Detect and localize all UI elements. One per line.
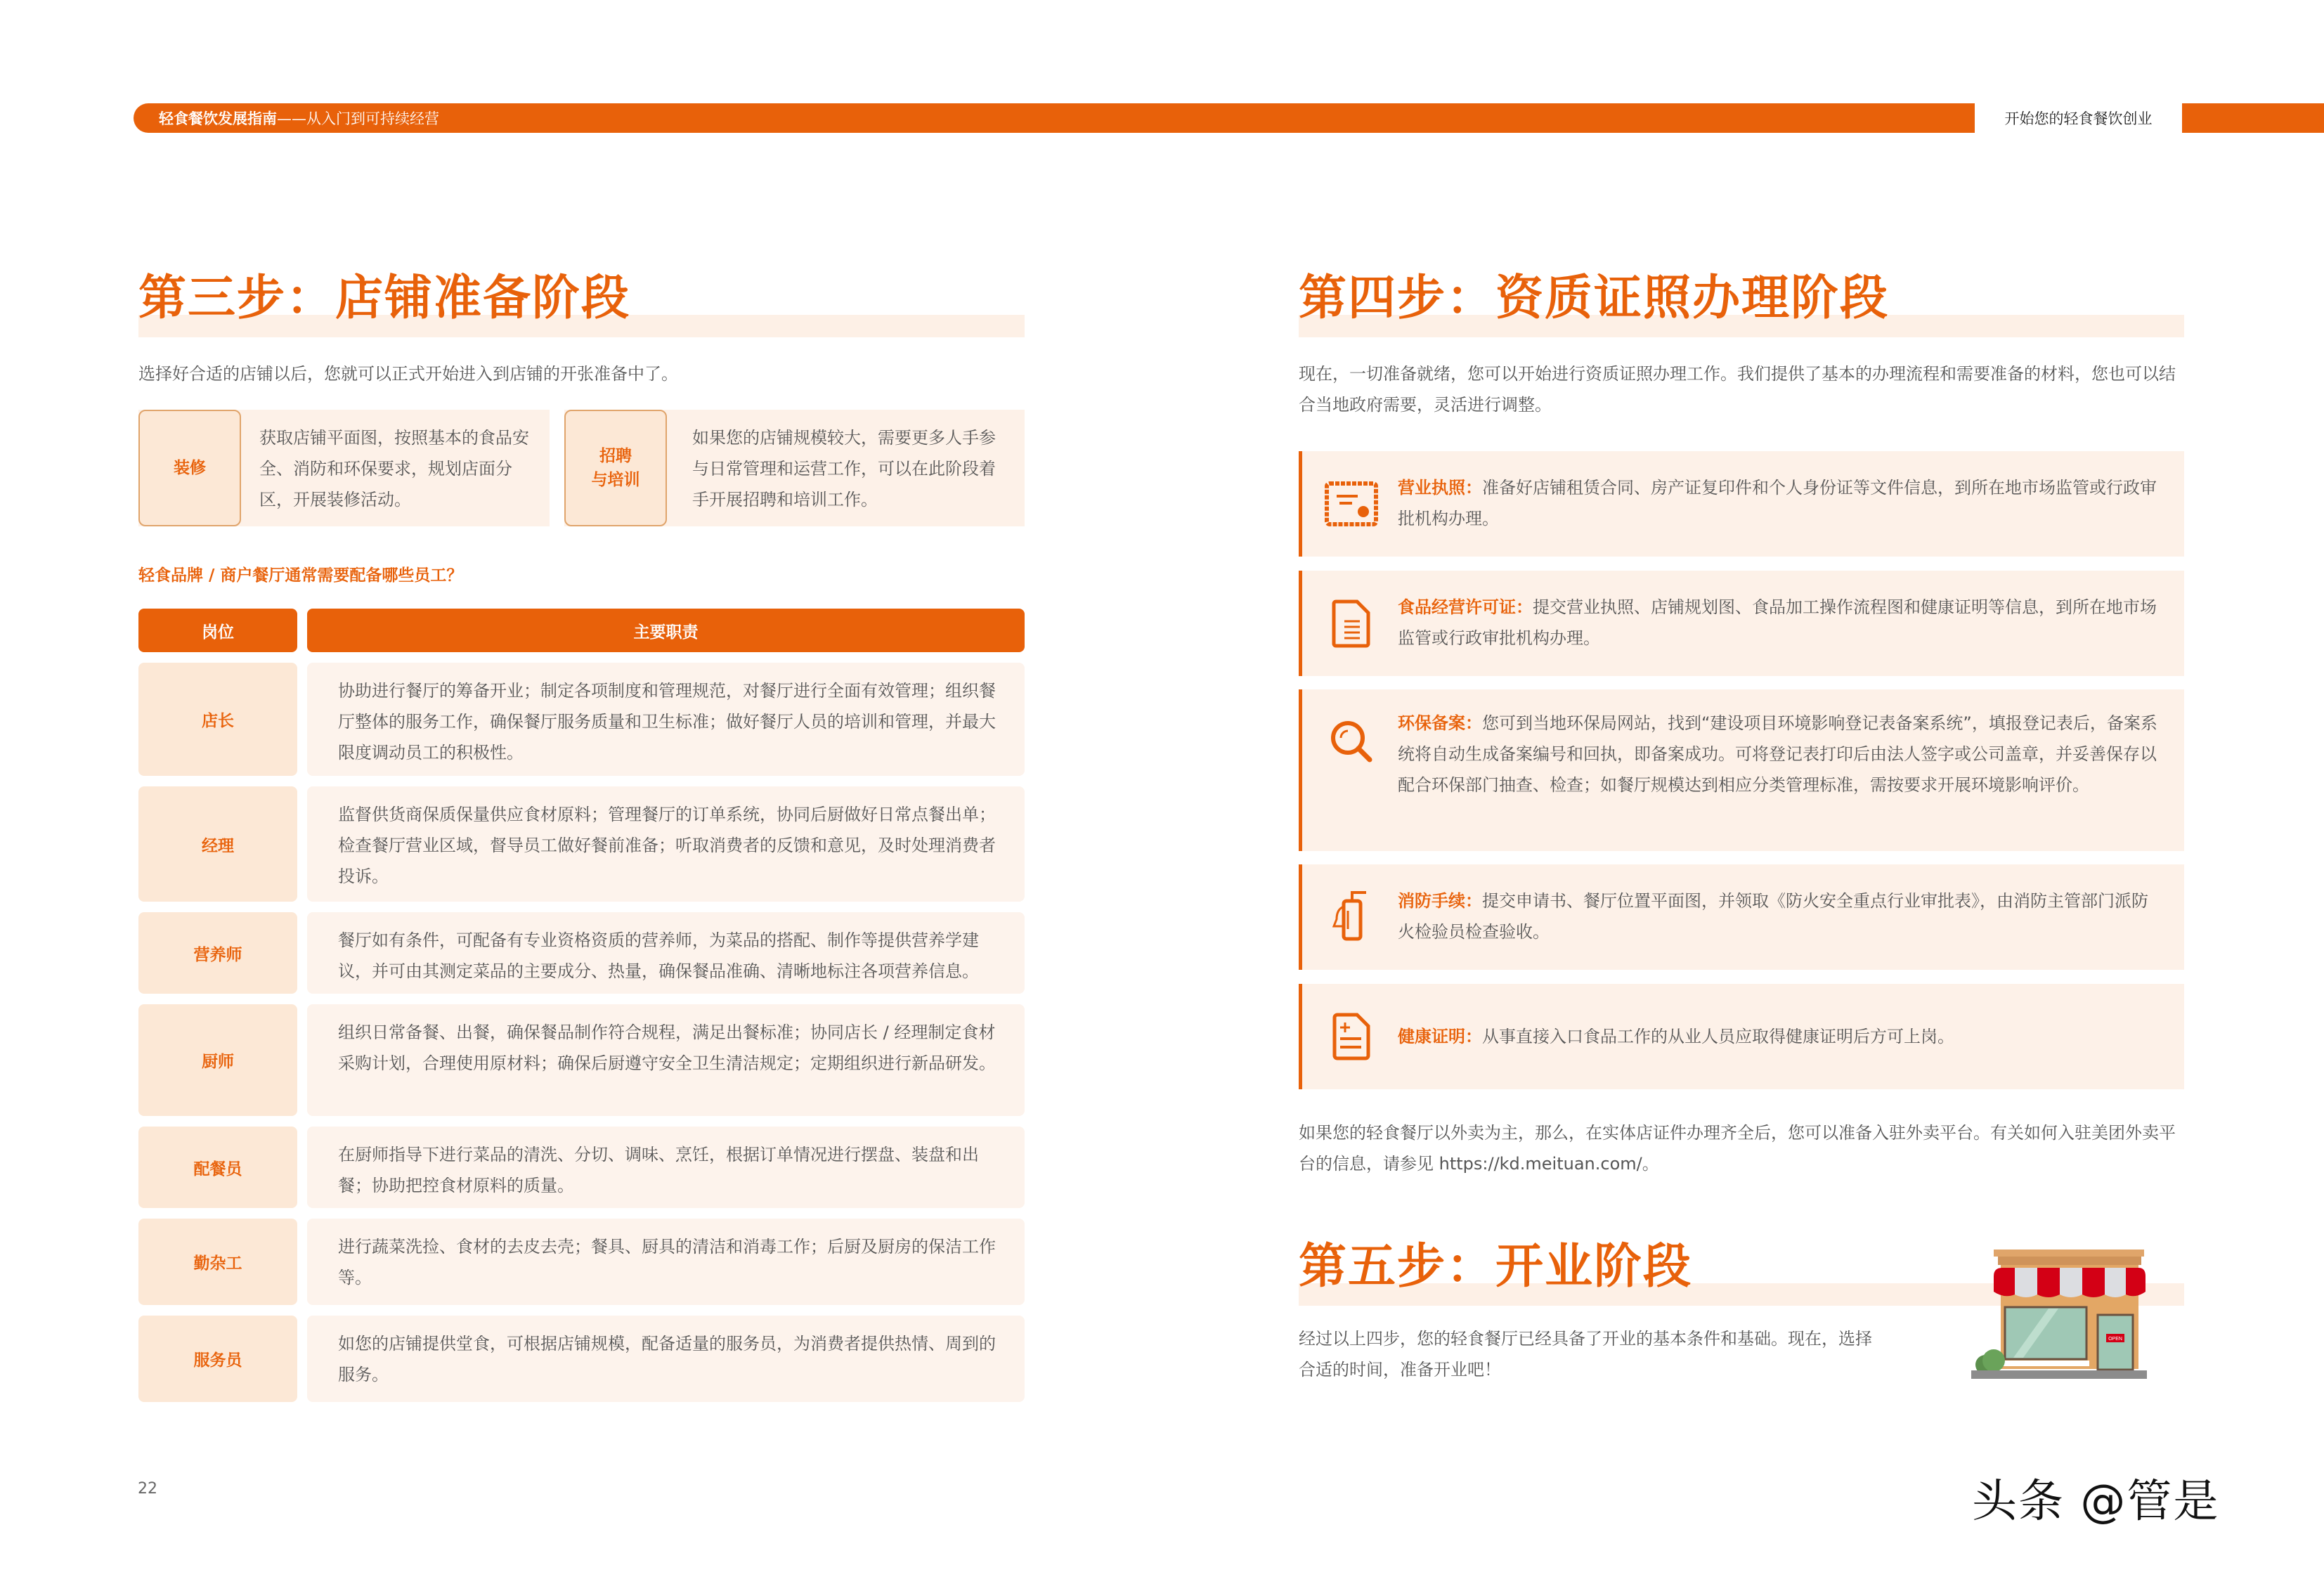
license-item-fire (1299, 864, 2184, 970)
guide-subtitle: ——从入门到可持续经营 (277, 110, 439, 127)
license-desc: 您可到当地环保局网站，找到“建设项目环境影响登记表备案系统”，填报登记表后，备案系统将自动生成备案编号和回执，即备案成功。可将登记表打印后由法人签字或公司盖章，并妥善保存以配合环保部门抽查、检查；如餐厅规模达到相应分类管理标准，需按要求开展环境影响评价。 (1398, 713, 2157, 795)
license-desc: 提交申请书、餐厅位置平面图，并领取《防火安全重点行业审批表》，由消防主管部门派防火检验员检查验收。 (1398, 891, 2148, 942)
license-key: 健康证明： (1398, 1027, 1482, 1046)
license-desc: 从事直接入口食品工作的从业人员应取得健康证明后方可上岗。 (1482, 1027, 1954, 1046)
license-item-environment (1299, 689, 2184, 851)
table-header-role: 岗位 (138, 609, 297, 652)
step3-title (138, 267, 1025, 330)
role-cell: 配餐员 (138, 1127, 297, 1208)
role-cell: 厨师 (138, 1004, 297, 1116)
duty-cell: 进行蔬菜洗捡、食材的去皮去壳；餐具、厨具的清洁和消毒工作；后厨及厨房的保洁工作等。 (307, 1219, 1025, 1305)
duty-cell: 组织日常备餐、出餐，确保餐品制作符合规程，满足出餐标准；协同店长 / 经理制定食材采购计划，合理使用原材料；确保后厨遵守安全卫生清洁规定；定期组织进行新品研发。 (307, 1004, 1025, 1116)
card-desc-renovation: 获取店铺平面图，按照基本的食品安全、消防和环保要求，规划店面分区，开展装修活动。 (259, 428, 529, 510)
license-text (1398, 1021, 2163, 1052)
card-recruitment (564, 410, 1025, 526)
card-renovation (138, 410, 550, 526)
license-key: 食品经营许可证： (1398, 597, 1533, 617)
step5-intro: 经过以上四步，您的轻食餐厅已经具备了开业的基本条件和基础。现在，选择合适的时间，准备开业吧！ (1299, 1329, 1872, 1380)
card-tag-line2: 与培训 (591, 471, 640, 489)
step5-title-text: 第五步：开业阶段 (1299, 1239, 1693, 1294)
magnifier-icon (1323, 713, 1380, 770)
license-desc: 提交营业执照、店铺规划图、食品加工操作流程图和健康证明等信息，到所在地市场监管或行政审批机构办理。 (1398, 597, 2157, 648)
page-number: 22 (138, 1480, 157, 1498)
storefront-illustration (1971, 1248, 2147, 1385)
step4-title (1299, 267, 2184, 330)
header-bar-end (2182, 103, 2324, 133)
license-text (1398, 472, 2163, 534)
watermark: 头条 @管是 (1972, 1476, 2220, 1528)
duty-cell: 餐厅如有条件，可配备有专业资格资质的营养师，为菜品的搭配、制作等提供营养学建议，并可由其测定菜品的主要成分、热量，确保餐品准确、清晰地标注各项营养信息。 (307, 912, 1025, 994)
card-desc-recruitment: 如果您的店铺规模较大，需要更多人手参与日常管理和运营工作，可以在此阶段着手开展招聘和培训工作。 (692, 428, 996, 510)
license-text (1398, 592, 2163, 654)
license-key: 消防手续： (1398, 891, 1482, 911)
license-key: 营业执照： (1398, 478, 1482, 498)
role-cell: 店长 (138, 663, 297, 776)
staff-question: 轻食品牌 / 商户餐厅通常需要配备哪些员工？ (138, 566, 463, 585)
step4-intro: 现在，一切准备就绪，您可以开始进行资质证照办理工作。我们提供了基本的办理流程和需要准备的材料，您也可以结合当地政府需要，灵活进行调整。 (1299, 364, 2176, 415)
step3-title-text: 第三步：店铺准备阶段 (138, 271, 631, 326)
running-header-bar (134, 103, 1975, 133)
license-text (1398, 885, 2163, 947)
role-cell: 勤杂工 (138, 1219, 297, 1305)
duty-cell: 在厨师指导下进行菜品的清洗、分切、调味、烹饪，根据订单情况进行摆盘、装盘和出餐；协助把控食材原料的质量。 (307, 1127, 1025, 1208)
card-tag-renovation: 装修 (138, 410, 241, 526)
chapter-label: 开始您的轻食餐饮创业 (2004, 110, 2153, 127)
certificate-icon (1323, 476, 1380, 532)
duty-cell: 协助进行餐厅的筹备开业；制定各项制度和管理规范，对餐厅进行全面有效管理；组织餐厅整体的服务工作，确保餐厅服务质量和卫生标准；做好餐厅人员的培训和管理，并最大限度调动员工的积极性。 (307, 663, 1025, 776)
step4-title-text: 第四步：资质证照办理阶段 (1299, 271, 1890, 326)
table-row (138, 1127, 1025, 1208)
license-item-business (1299, 451, 2184, 557)
table-header-duty: 主要职责 (307, 609, 1025, 652)
delivery-note: 如果您的轻食餐厅以外卖为主，那么，在实体店证件办理齐全后，您可以准备入驻外卖平台。有关如何入驻美团外卖平台的信息，请参见 https://kd.meituan.com/。 (1299, 1123, 2176, 1174)
role-cell: 营养师 (138, 912, 297, 994)
step3-intro: 选择好合适的店铺以后，您就可以正式开始进入到店铺的开张准备中了。 (138, 364, 678, 384)
card-tag-recruitment (564, 410, 667, 526)
table-row (138, 1004, 1025, 1116)
table-row (138, 663, 1025, 776)
license-text (1398, 708, 2163, 800)
role-cell: 经理 (138, 786, 297, 902)
open-sign: OPEN (2108, 1337, 2122, 1342)
license-key: 环保备案： (1398, 713, 1482, 733)
document-icon (1323, 595, 1380, 651)
table-row (138, 912, 1025, 994)
license-item-health (1299, 984, 2184, 1089)
guide-title: 轻食餐饮发展指南 (159, 110, 277, 127)
license-desc: 准备好店铺租赁合同、房产证复印件和个人身份证等文件信息，到所在地市场监管或行政审批机构办理。 (1398, 478, 2157, 528)
card-tag-line1: 招聘 (599, 447, 632, 465)
table-row (138, 786, 1025, 902)
fire-extinguisher-icon (1323, 885, 1380, 942)
role-cell: 服务员 (138, 1316, 297, 1402)
license-item-food (1299, 571, 2184, 676)
table-row (138, 1219, 1025, 1305)
duty-cell: 如您的店铺提供堂食，可根据店铺规模，配备适量的服务员，为消费者提供热情、周到的服务。 (307, 1316, 1025, 1402)
health-certificate-icon (1323, 1008, 1380, 1065)
table-row (138, 1316, 1025, 1402)
duty-cell: 监督供货商保质保量供应食材原料；管理餐厅的订单系统，协同后厨做好日常点餐出单；检查餐厅营业区域，督导员工做好餐前准备；听取消费者的反馈和意见，及时处理消费者投诉。 (307, 786, 1025, 902)
